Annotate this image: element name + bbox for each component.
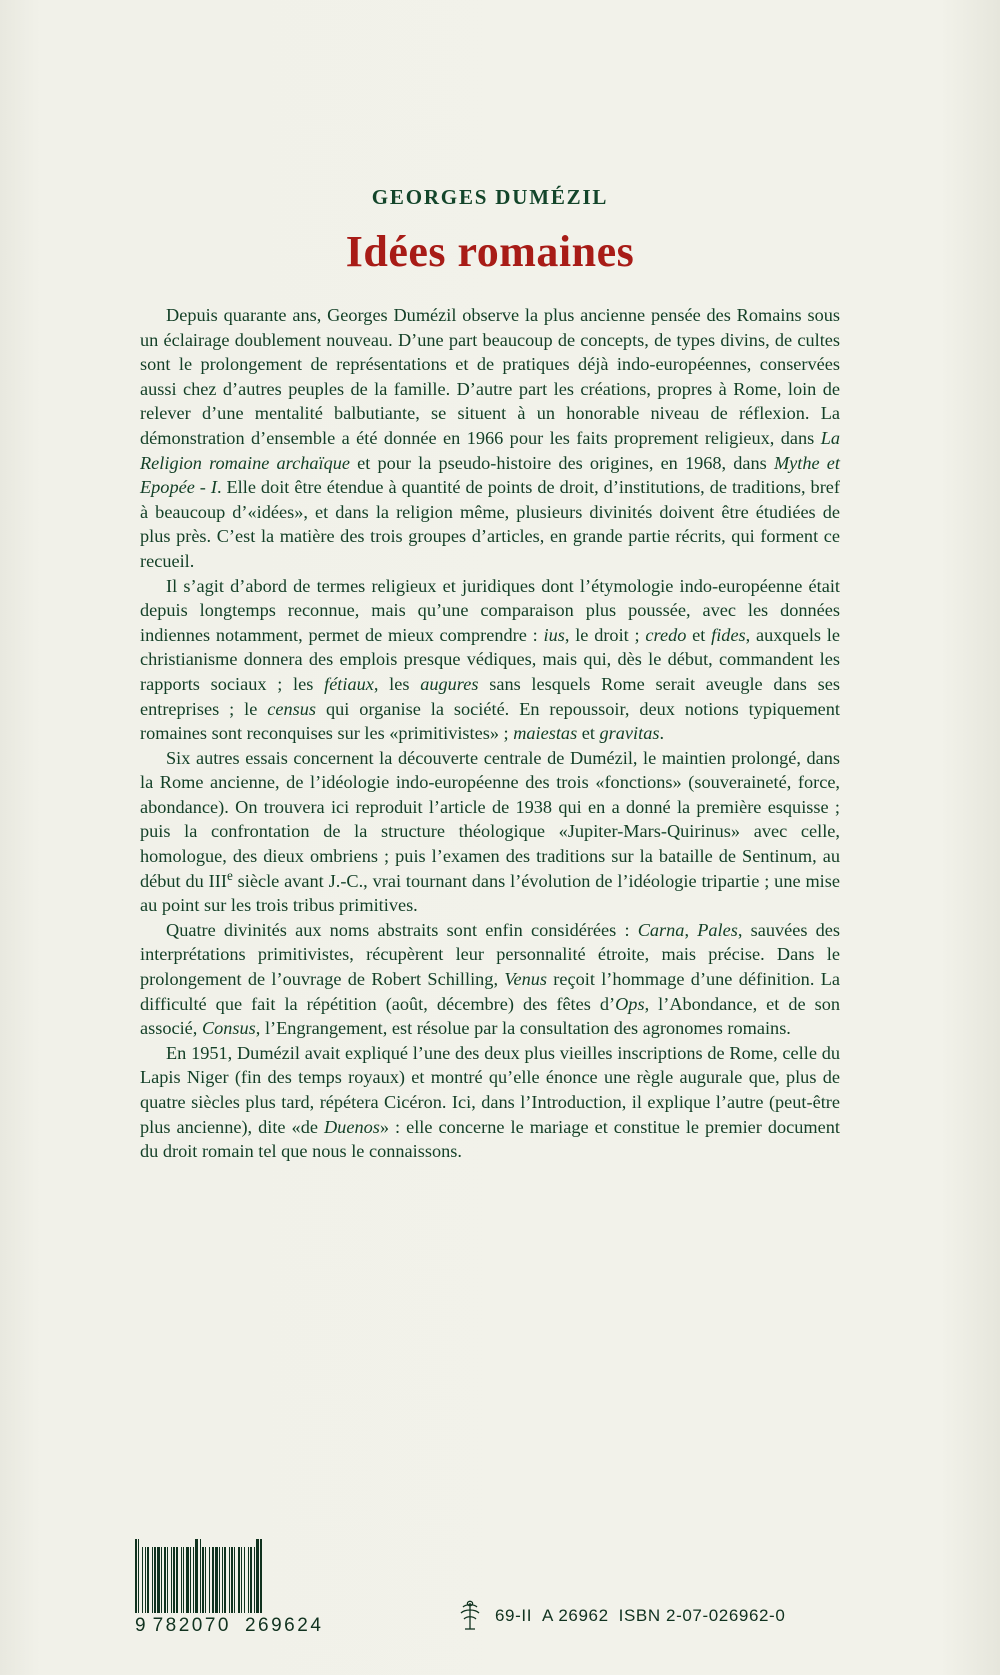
book-title: Idées romaines (345, 227, 635, 276)
blurb-text (140, 303, 840, 1164)
blurb-paragraph-3: Six autres essais concernent la découverte centrale de Dumézil, le maintien prolongé, dans la Rome ancienne, de l’idéologie indo-européenne des trois «fonctions» (souveraineté, force, abondance). On trouvera ici reproduit l’article de 1938 qui en a donné la première esquisse ; puis la confrontation de la structure théologique «Jupiter-Mars-Quirinus» avec celle, homologue, des dieux ombriens ; puis l’examen des traditions sur la bataille de Sentinum, au début du IIIe siècle avant J.-C., vrai tournant dans l’évolution de l’idéologie tripartie ; une mise au point sur les trois tribus primitives. (140, 747, 840, 916)
catalog-code: A 26962 (542, 1606, 609, 1625)
barcode-digits (135, 1615, 350, 1637)
barcode-lead-digit: 9 (135, 1615, 147, 1636)
isbn-code: ISBN 2-07-026962-0 (618, 1606, 786, 1625)
blurb-paragraph-5: En 1951, Dumézil avait expliqué l’une des deux plus vieilles inscriptions de Rome, celle du Lapis Niger (fin des temps royaux) et montré qu’elle énonce une règle augurale que, plus de quatre siècles plus tard, répétera Cicéron. Ici, dans l’Introduction, il explique l’autre (peut-être plus ancienne), dite «de Duenos» : elle concerne le mariage et constitue le premier document du droit romain tel que nous le connaissons. (140, 1042, 840, 1162)
gallimard-logo-icon (455, 1599, 485, 1633)
blurb-paragraph-2: Il s’agit d’abord de termes religieux et juridiques dont l’étymologie indo-européenne était depuis longtemps reconnue, mais qu’une comparaison plus poussée, avec les données indiennes notamment, permet de mieux comprendre : ius, le droit ; credo et fides, auxquels le christianisme donnera des emplois presque védiques, mais qui, dès le début, commandent les rapports sociaux ; les fétiaux, les augures sans lesquels Rome serait aveugle dans ses entreprises ; le census qui organise la société. En repoussoir, deux notions typiquement romaines sont reconquises sur les «primitivistes» ; maiestas et gravitas. (140, 575, 841, 744)
barcode-bars (135, 1539, 350, 1613)
cover-content (140, 185, 840, 1164)
imprint-code: 69-II (495, 1606, 533, 1625)
cover-footer (0, 1475, 1000, 1675)
blurb-paragraph-4: Quatre divinités aux noms abstraits sont enfin considérées : Carna, Pales, sauvées des interprétations primitivistes, récupèrent leur personnalité étroite, mais précise. Dans le prolongement de l’ouvrage de Robert Schilling, Venus reçoit l’hommage d’une définition. La difficulté que fait la répétition (août, décembre) des fêtes d’Ops, l’Abondance, et de son associé, Consus, l’Engrangement, est résolue par la consultation des agronomes romains. (140, 919, 841, 1039)
author-name: GEORGES DUMÉZIL (371, 185, 609, 209)
blurb-paragraph-1: Depuis quarante ans, Georges Dumézil observe la plus ancienne pensée des Romains sous un éclairage doublement nouveau. D’une part beaucoup de concepts, de types divins, de cultes sont le prolongement de représentations et de pratiques déjà indo-européennes, conservées aussi chez d’autres peuples de la famille. D’autre part les créations, propres à Rome, loin de relever d’une mentalité balbutiante, se situent à un honorable niveau de réflexion. La démonstration d’ensemble a été donnée en 1966 pour les faits proprement religieux, dans La Religion romaine archaïque et pour la pseudo-histoire des origines, en 1968, dans Mythe et Epopée - I. Elle doit être étendue à quantité de points de droit, d’institutions, de traditions, bref à beaucoup d’«idées», et dans la religion même, plusieurs divinités doivent être étudiées de plus près. C’est la matière des trois groupes d’articles, en grande partie récrits, qui forment ce recueil. (140, 305, 840, 571)
barcode-digit-spacer (231, 1615, 245, 1637)
imprint-line (455, 1599, 785, 1633)
barcode (135, 1539, 350, 1637)
barcode-group-2: 269624 (244, 1615, 324, 1636)
barcode-group-1: 782070 (152, 1615, 231, 1636)
